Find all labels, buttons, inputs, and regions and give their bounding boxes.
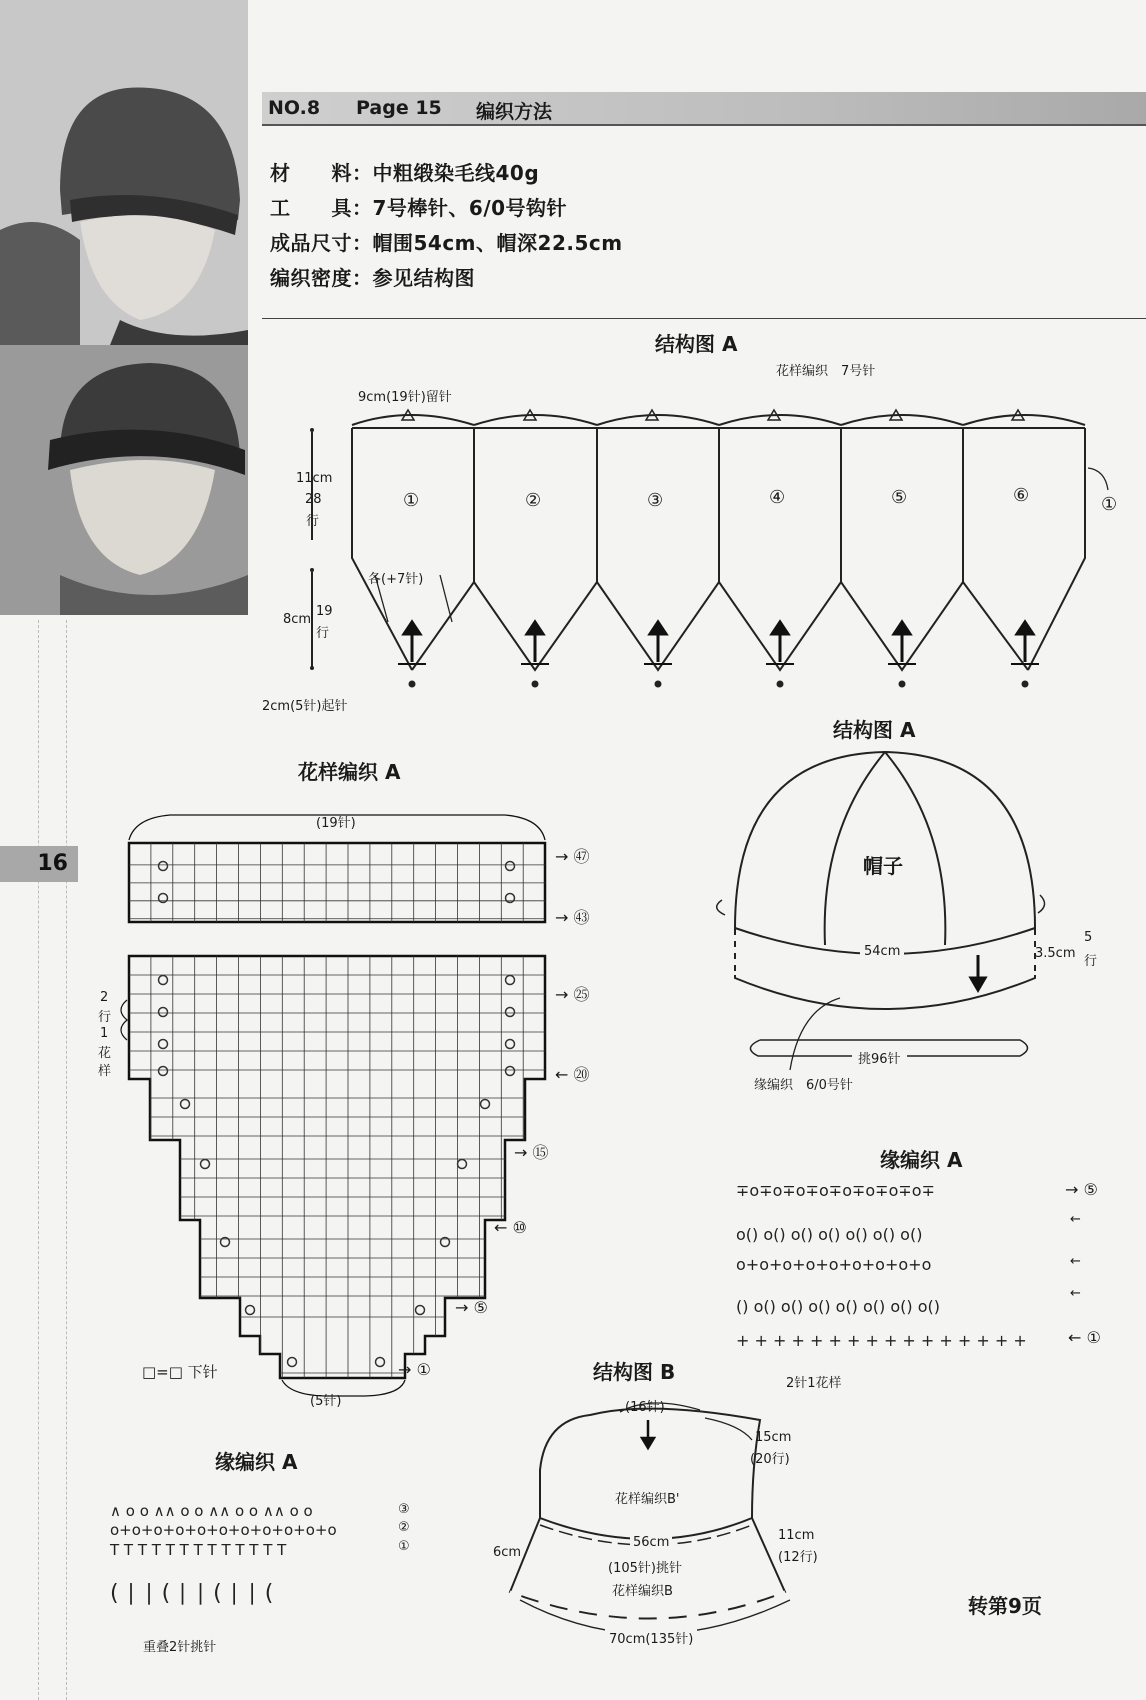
- b-side-rows: (12行): [778, 1550, 818, 1565]
- stitch-legend: □=□ 下针: [142, 1363, 218, 1381]
- materials-row: 材 料：中粗缎染毛线40g: [270, 161, 540, 185]
- structure-a-title: 结构图 A: [655, 332, 738, 356]
- pattern-bottom-count: (5针): [310, 1394, 342, 1409]
- svg-text:o() o() o() o() o() o() o(): o() o() o() o() o() o() o(): [736, 1225, 923, 1244]
- gauge-row: 编织密度：参见结构图: [270, 266, 475, 290]
- b-circumference: 56cm: [630, 1535, 672, 1550]
- edge-marker-1: ← ①: [1068, 1328, 1101, 1347]
- tools-row: 工 具：7号棒针、6/0号钩针: [270, 196, 568, 220]
- repeat-note-5: 样: [98, 1064, 112, 1079]
- row-marker-15: → ⑮: [514, 1143, 549, 1162]
- panel-3: ③: [647, 490, 664, 511]
- panel-5: ⑤: [891, 487, 908, 508]
- b-height: 15cm: [755, 1430, 792, 1445]
- b-side-left: 6cm: [493, 1545, 522, 1560]
- hat-circumference: 54cm: [860, 944, 904, 959]
- repeat-note-4: 花: [98, 1046, 112, 1061]
- row-marker-47: → ㊼: [555, 847, 590, 866]
- edge-left-marker-2: ②: [398, 1520, 410, 1535]
- cast-on-note: 2cm(5针)起针: [262, 699, 348, 714]
- svg-text:T T T T T T T T T T T T T: T T T T T T T T T T T T T: [110, 1541, 287, 1559]
- header-title: 编织方法: [476, 101, 553, 123]
- row-marker-10: ← ⑩: [494, 1218, 527, 1237]
- band-rows: 5: [1084, 930, 1093, 945]
- pickup-count: 挑96针: [852, 1048, 907, 1067]
- svg-text:o+o+o+o+o+o+o+o+o: o+o+o+o+o+o+o+o+o: [736, 1255, 932, 1274]
- increase-note: 各(+7针): [368, 572, 424, 587]
- edge-stitch-note: 缘编织 6/0号针: [754, 1078, 853, 1093]
- b-pattern-bottom: 花样编织B: [612, 1584, 673, 1599]
- b-top-count: (16针): [625, 1400, 665, 1415]
- edge-repeat-note: 2针1花样: [786, 1376, 842, 1391]
- edge-a-left-title: 缘编织 A: [215, 1450, 298, 1474]
- height-bottom: 8cm: [283, 612, 312, 627]
- page-number: 16: [37, 851, 68, 876]
- rows-bottom-unit: 行: [316, 626, 330, 641]
- band-height: 3.5cm: [1035, 946, 1076, 961]
- svg-text:+ + + + + + + + + + + + + + +: + + + + + + + + + + + + + + + +: [736, 1331, 1027, 1350]
- edge-marker-5: → ⑤: [1065, 1180, 1098, 1199]
- hat-label: 帽子: [863, 854, 903, 878]
- edge-left-marker-1: ①: [398, 1539, 410, 1554]
- b-rows: (20行): [750, 1452, 790, 1467]
- pattern-no: NO.8: [268, 97, 321, 119]
- height-top: 11cm: [296, 471, 333, 486]
- structure-b-title: 结构图 B: [593, 1360, 676, 1384]
- structure-a2-title: 结构图 A: [833, 718, 916, 742]
- edge-left-note: 重叠2针挑针: [143, 1640, 217, 1655]
- b-side-height: 11cm: [778, 1528, 815, 1543]
- rows-top-unit: 行: [306, 514, 320, 529]
- svg-text:∓o∓o∓o∓o∓o∓o∓o∓o∓: ∓o∓o∓o∓o∓o∓o∓o∓o∓: [736, 1181, 935, 1200]
- edge-marker-2: ←: [1070, 1286, 1081, 1301]
- edge-marker-4: ←: [1070, 1212, 1081, 1227]
- panel-1: ①: [403, 490, 420, 511]
- join-mark: ①: [1101, 494, 1118, 515]
- edge-left-marker-3: ③: [398, 1502, 410, 1517]
- b-pattern-top: 花样编织B': [615, 1492, 680, 1507]
- continue-note: 转第9页: [968, 1594, 1042, 1618]
- b-bottom: 70cm(135针): [605, 1628, 697, 1647]
- repeat-note-1: 2: [100, 990, 109, 1005]
- pattern-top-count: (19针): [312, 812, 360, 831]
- panel-2: ②: [525, 490, 542, 511]
- size-row: 成品尺寸：帽围54cm、帽深22.5cm: [270, 231, 623, 255]
- edge-a-right-title: 缘编织 A: [880, 1148, 963, 1172]
- row-marker-1: → ①: [398, 1360, 431, 1379]
- rows-top: 28: [305, 492, 322, 507]
- top-note: 9cm(19针)留针: [358, 390, 452, 405]
- row-marker-43: → ㊸: [555, 908, 590, 927]
- row-marker-5: → ⑤: [455, 1298, 488, 1317]
- repeat-note-2: 行: [98, 1010, 112, 1025]
- page-ref: Page 15: [356, 97, 442, 119]
- b-pickup: (105针)挑针: [608, 1561, 682, 1576]
- svg-text:( ∣ ∣ ( ∣ ∣ ( ∣ ∣ (: ( ∣ ∣ ( ∣ ∣ ( ∣ ∣ (: [110, 1581, 274, 1606]
- structure-a-pattern-label: 花样编织 7号针: [776, 364, 876, 379]
- band-rows-unit: 行: [1084, 954, 1098, 969]
- row-marker-25: → ㉕: [555, 985, 590, 1004]
- edge-marker-3: ←: [1070, 1254, 1081, 1269]
- pattern-a-title: 花样编织 A: [298, 760, 401, 784]
- rows-bottom: 19: [316, 604, 333, 619]
- svg-text:o+o+o+o+o+o+o+o+o+o+o: o+o+o+o+o+o+o+o+o+o+o: [110, 1521, 337, 1539]
- repeat-note-3: 1: [100, 1026, 109, 1041]
- row-marker-20: ← ⑳: [555, 1065, 590, 1084]
- svg-text:() o() o() o() o() o() o() o(): () o() o() o() o() o() o() o(): [736, 1297, 940, 1316]
- panel-6: ⑥: [1013, 485, 1030, 506]
- svg-text:∧ o o ∧∧ o o ∧∧ o o ∧∧ o o: ∧ o o ∧∧ o o ∧∧ o o ∧∧ o o: [110, 1502, 313, 1520]
- panel-4: ④: [769, 487, 786, 508]
